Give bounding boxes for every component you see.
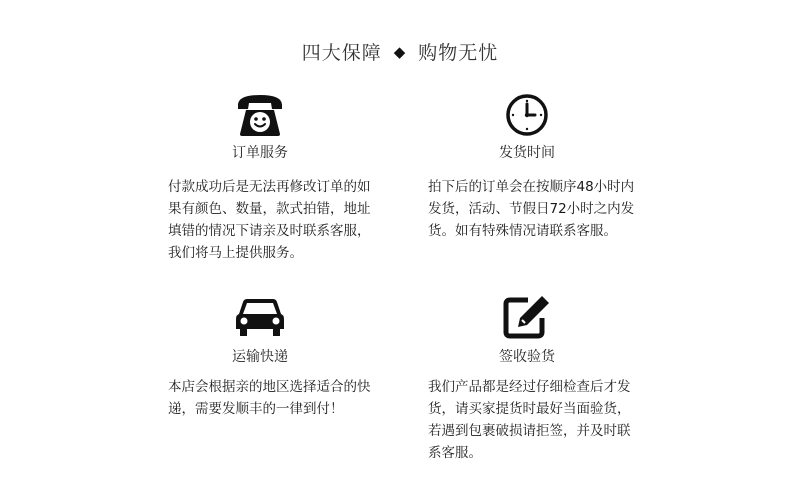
card-description: 本店会根据亲的地区选择适合的快递，需要发顺丰的一律到付！ (168, 379, 371, 417)
card-description: 我们产品都是经过仔细检查后才发货，请买家提货时最好当面验货，若遇到包裹破损请拒签，并及时联系客服。 (428, 379, 631, 461)
title-left: 四大保障 (301, 42, 382, 64)
sign-edit-icon (502, 294, 552, 340)
card-description: 拍下后的订单会在按顺序48小时内发货，活动、节假日72小时之内发货。如有特殊情况请联系客服。 (428, 179, 635, 239)
card-description: 付款成功后是无法再修改订单的如果有颜色、数量，款式拍错，地址填错的情况下请亲及时联系客服，我们将马上提供服务。 (168, 179, 371, 261)
diamond-icon: ◆ (393, 43, 407, 61)
card-label: 订单服务 (232, 145, 288, 161)
clock-icon (502, 92, 552, 138)
card-label: 发货时间 (499, 145, 555, 161)
telephone-icon (235, 92, 285, 138)
section-title (0, 38, 800, 65)
card-label: 签收验货 (499, 349, 555, 365)
card-label: 运输快递 (232, 349, 288, 365)
title-right: 购物无忧 (418, 42, 499, 64)
car-icon (235, 294, 285, 340)
